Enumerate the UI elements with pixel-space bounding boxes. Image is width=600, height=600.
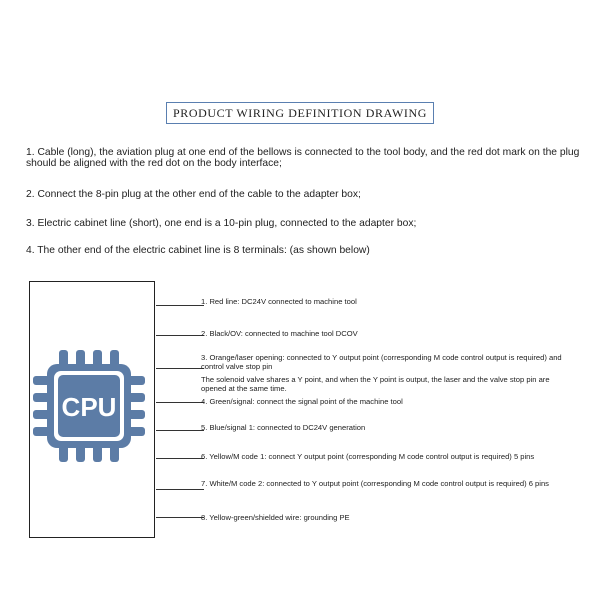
pin-4-description: 4. Green/signal: connect the signal point of the machine tool <box>201 397 403 406</box>
pin-3-note: The solenoid valve shares a Y point, and when the Y point is output, the laser and the valve stop pin are opened at the same time. <box>201 375 550 393</box>
instruction-3: 3. Electric cabinet line (short), one end is a 10-pin plug, connected to the adapter box; <box>26 218 417 229</box>
pin-5-description: 5. Blue/signal 1: connected to DC24V generation <box>201 423 366 432</box>
wire-line-4 <box>156 402 204 403</box>
instruction-4: 4. The other end of the electric cabinet line is 8 terminals: (as shown below) <box>26 245 370 256</box>
pin-6-description: 6. Yellow/M code 1: connect Y output point (corresponding M code control output is required) 5 pins <box>201 452 535 461</box>
pin-1-description: 1. Red line: DC24V connected to machine tool <box>201 297 357 306</box>
pin-3-description: 3. Orange/laser opening: connected to Y output point (corresponding M code control output is required) and control valve stop pin <box>201 353 562 371</box>
wire-line-2 <box>156 335 204 336</box>
wire-line-5 <box>156 430 204 431</box>
wire-line-6 <box>156 458 204 459</box>
cpu-label: CPU <box>61 392 117 422</box>
pin-2-description: 2. Black/OV: connected to machine tool DCOV <box>201 329 358 338</box>
cpu-chip-icon <box>33 350 145 462</box>
pin-7-description: 7. White/M code 2: connected to Y output point (corresponding M code control output is required) 6 pins <box>201 479 549 488</box>
wire-line-7 <box>156 489 204 490</box>
wire-line-8 <box>156 517 204 518</box>
wire-line-3 <box>156 368 204 369</box>
pin-8-description: 8. Yellow-green/shielded wire: grounding PE <box>201 513 350 522</box>
instruction-1: 1. Cable (long), the aviation plug at one end of the bellows is connected to the tool body, and the red dot mark on the plug should be aligned with the red dot on the body interface; <box>26 147 580 169</box>
instruction-2: 2. Connect the 8-pin plug at the other end of the cable to the adapter box; <box>26 189 361 200</box>
wire-line-1 <box>156 305 204 306</box>
page-title: PRODUCT WIRING DEFINITION DRAWING <box>166 102 434 124</box>
